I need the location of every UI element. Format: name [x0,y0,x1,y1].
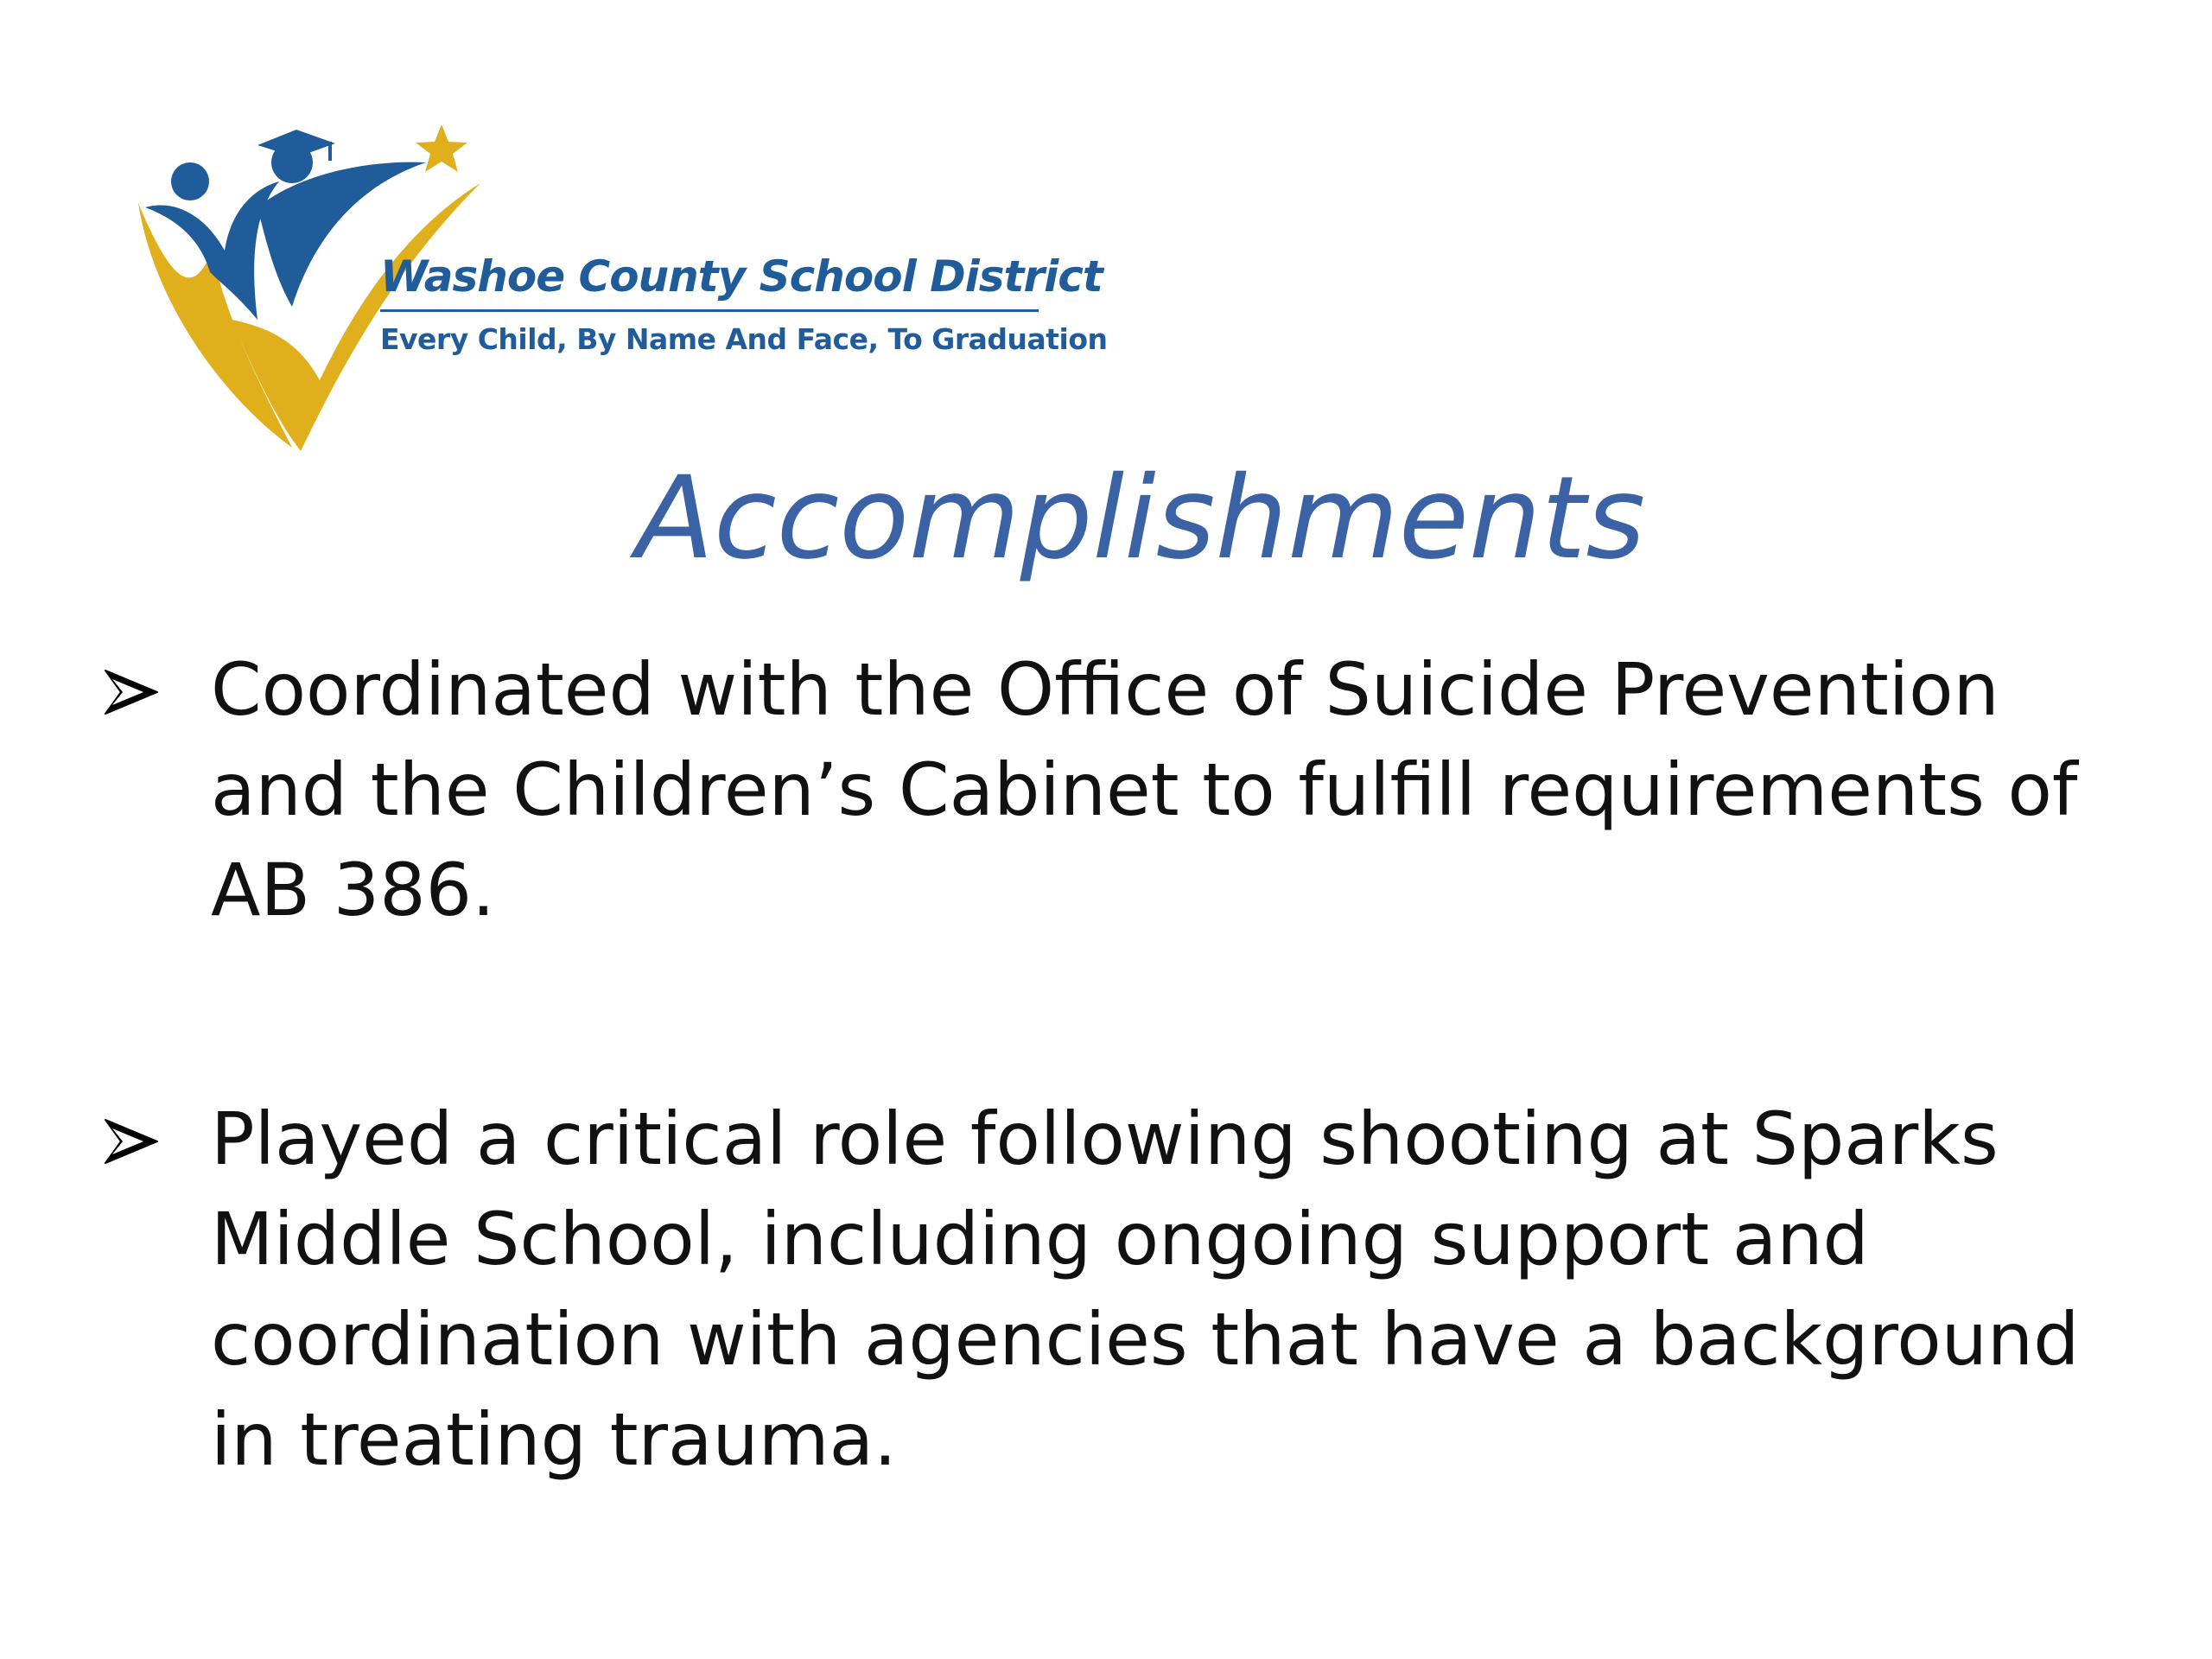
logo-text [380,251,1108,357]
logo-district-name: Washoe County School District [380,251,1103,302]
arrowhead-bullet-icon [102,1116,161,1166]
bullet-item [102,639,2115,940]
district-logo [128,121,1108,458]
bullet-list [102,639,2115,1490]
arrowhead-bullet-icon [102,667,161,717]
logo-tagline: Every Child, By Name And Face, To Graduation [380,322,1108,356]
slide-title: Accomplishments [635,452,1646,585]
bullet-item [102,1089,2115,1490]
bullet-text: Coordinated with the Office of Suicide Prevention and the Children’s Cabinet to fulfill requirements of AB 386. [211,647,2078,932]
bullet-text: Played a critical role following shooting at Sparks Middle School, including ongoing support and coordination with agencies that have a background in treating trauma. [211,1096,2080,1482]
logo-divider [380,309,1039,312]
